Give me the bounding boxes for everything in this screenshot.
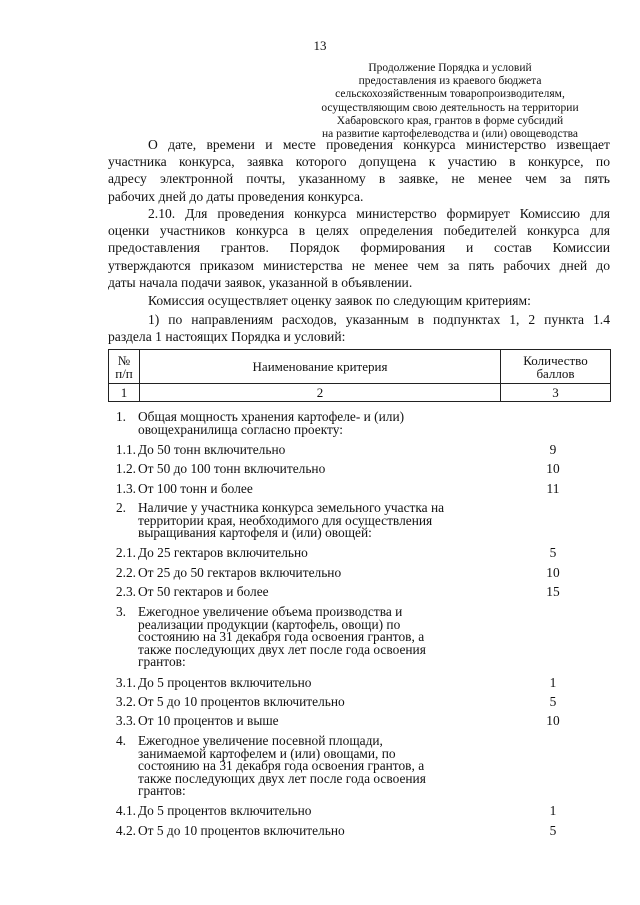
row-criterion	[138, 502, 488, 540]
column-number-2: 2	[140, 384, 501, 402]
row-criterion	[138, 444, 488, 457]
row-number: 3.1.	[115, 675, 136, 690]
row-points: 11	[546, 481, 560, 496]
paragraph-line: раздела 1 настоящих Порядка и условий:	[108, 329, 346, 345]
criterion-line: Общая мощность хранения картофеле- и (или)	[138, 409, 405, 424]
paragraph-line: 1) по направлениям расходов, указанным в подпунктах 1, 2 пункта 1.4	[148, 312, 610, 327]
row-number: 4.	[115, 733, 126, 748]
row-number: 2.3.	[115, 584, 136, 599]
criterion-line: Ежегодное увеличение посевной площади,	[138, 733, 383, 748]
document-header	[290, 62, 610, 141]
header-line: Хабаровского края, грантов в форме субсидий	[336, 114, 564, 127]
row-criterion	[138, 606, 488, 669]
header-line: на развитие картофелеводства и (или) овощеводства	[322, 128, 578, 141]
row-points: 9	[549, 442, 557, 457]
criterion-line: реализации продукции (картофель, овощи) по	[138, 616, 401, 632]
column-number-1: 1	[109, 384, 140, 402]
paragraph-notice	[108, 136, 610, 205]
criterion-line: До 5 процентов включительно	[138, 675, 312, 690]
row-points: 10	[546, 713, 560, 728]
criterion-line: также последующих двух лет после года освоения	[138, 641, 426, 657]
row-number: 4.1.	[115, 803, 136, 818]
row-number: 1.1.	[115, 442, 136, 457]
column-header-criterion: Наименование критерия	[140, 350, 501, 384]
paragraph-line: 2.10. Для проведения конкурса министерство формирует Комиссию для	[148, 206, 610, 221]
criterion-line: От 100 тонн и более	[138, 481, 253, 496]
row-points: 5	[549, 694, 557, 709]
paragraph-line: даты начала подачи заявок, указанной в объявлении.	[108, 274, 413, 290]
row-points: 10	[546, 565, 560, 580]
row-points: 15	[546, 584, 560, 599]
row-number: 3.3.	[115, 713, 136, 728]
paragraph-line: рабочих дней до даты проведения конкурса.	[108, 188, 364, 204]
row-criterion	[138, 483, 488, 496]
criterion-line: овощехранилища согласно проекту:	[138, 421, 343, 437]
page-number: 13	[313, 38, 327, 53]
criterion-line: грантов:	[138, 783, 186, 799]
row-points: 5	[549, 545, 557, 560]
row-number: 1.	[115, 409, 126, 424]
row-criterion	[138, 547, 488, 560]
criterion-line: До 5 процентов включительно	[138, 803, 312, 818]
criterion-line: От 10 процентов и выше	[138, 713, 279, 728]
criterion-line: состоянию на 31 декабря года освоения грантов, а	[138, 758, 425, 774]
row-points: 10	[546, 461, 560, 476]
row-criterion	[138, 735, 488, 798]
paragraph-line: утверждаются приказом министерства не менее чем за пять рабочих дней до	[108, 257, 610, 273]
row-points: 5	[549, 823, 557, 838]
row-criterion	[138, 825, 488, 838]
paragraph-line: участника конкурса, заявка которого допущена к участию в конкурсе, по	[108, 154, 610, 170]
row-number: 1.3.	[115, 481, 136, 496]
paragraph-line: оценки участников конкурса в целях определения победителей конкурса для	[108, 223, 610, 239]
criteria-table-header	[108, 349, 611, 402]
row-points: 1	[549, 675, 557, 690]
row-criterion	[138, 586, 488, 599]
criterion-line: Ежегодное увеличение объема производства и	[138, 604, 403, 619]
header-line: сельскохозяйственным товаропроизводителям,	[335, 88, 565, 101]
column-header-number: № п/п	[109, 350, 140, 384]
header-line: осуществляющим свою деятельность на территории	[321, 101, 579, 114]
row-number: 2.2.	[115, 565, 136, 580]
row-number: 3.2.	[115, 694, 136, 709]
row-criterion	[138, 715, 488, 728]
paragraph-directions	[108, 311, 610, 345]
paragraph-line: О дате, времени и месте проведения конкурса министерство извещает	[148, 137, 610, 152]
row-number: 3.	[115, 604, 126, 619]
criterion-line: территории края, необходимого для осуществления	[138, 512, 433, 528]
row-points: 1	[549, 803, 557, 818]
header-line: Продолжение Порядка и условий	[368, 62, 532, 74]
criterion-line: выращивания картофеля и (или) овощей:	[138, 525, 372, 541]
column-number-3: 3	[501, 384, 611, 402]
row-criterion	[138, 805, 488, 818]
paragraph-line: адресу электронной почты, указанному в заявке, не менее чем за пять	[108, 171, 610, 187]
criterion-line: также последующих двух лет после года освоения	[138, 770, 426, 786]
criterion-line: До 25 гектаров включительно	[138, 545, 308, 560]
row-criterion	[138, 463, 488, 476]
header-line: предоставления из краевого бюджета	[358, 75, 542, 88]
row-number: 1.2.	[115, 461, 136, 476]
row-criterion	[138, 411, 488, 436]
paragraph-line: предоставления грантов. Порядок формирования и состав Комиссии	[108, 240, 610, 256]
criterion-line: состоянию на 31 декабря года освоения грантов, а	[138, 629, 425, 645]
criterion-line: От 25 до 50 гектаров включительно	[138, 565, 342, 580]
paragraph-criteria-intro	[108, 292, 610, 309]
row-criterion	[138, 696, 488, 709]
paragraph-commission	[108, 205, 610, 291]
criterion-line: занимаемой картофелем и (или) овощами, по	[138, 745, 396, 761]
row-number: 2.	[115, 500, 126, 515]
criterion-line: От 5 до 10 процентов включительно	[138, 823, 345, 838]
row-number: 2.1.	[115, 545, 136, 560]
criterion-line: От 5 до 10 процентов включительно	[138, 694, 345, 709]
criterion-line: До 50 тонн включительно	[138, 442, 286, 457]
criterion-line: От 50 до 100 тонн включительно	[138, 461, 326, 476]
paragraph-line: Комиссия осуществляет оценку заявок по следующим критериям:	[148, 293, 531, 308]
criterion-line: Наличие у участника конкурса земельного участка на	[138, 500, 445, 515]
criterion-line: От 50 гектаров и более	[138, 584, 269, 599]
row-number: 4.2.	[115, 823, 136, 838]
row-criterion	[138, 677, 488, 690]
column-header-points: Количество баллов	[501, 350, 611, 384]
row-criterion	[138, 567, 488, 580]
criterion-line: грантов:	[138, 654, 186, 670]
